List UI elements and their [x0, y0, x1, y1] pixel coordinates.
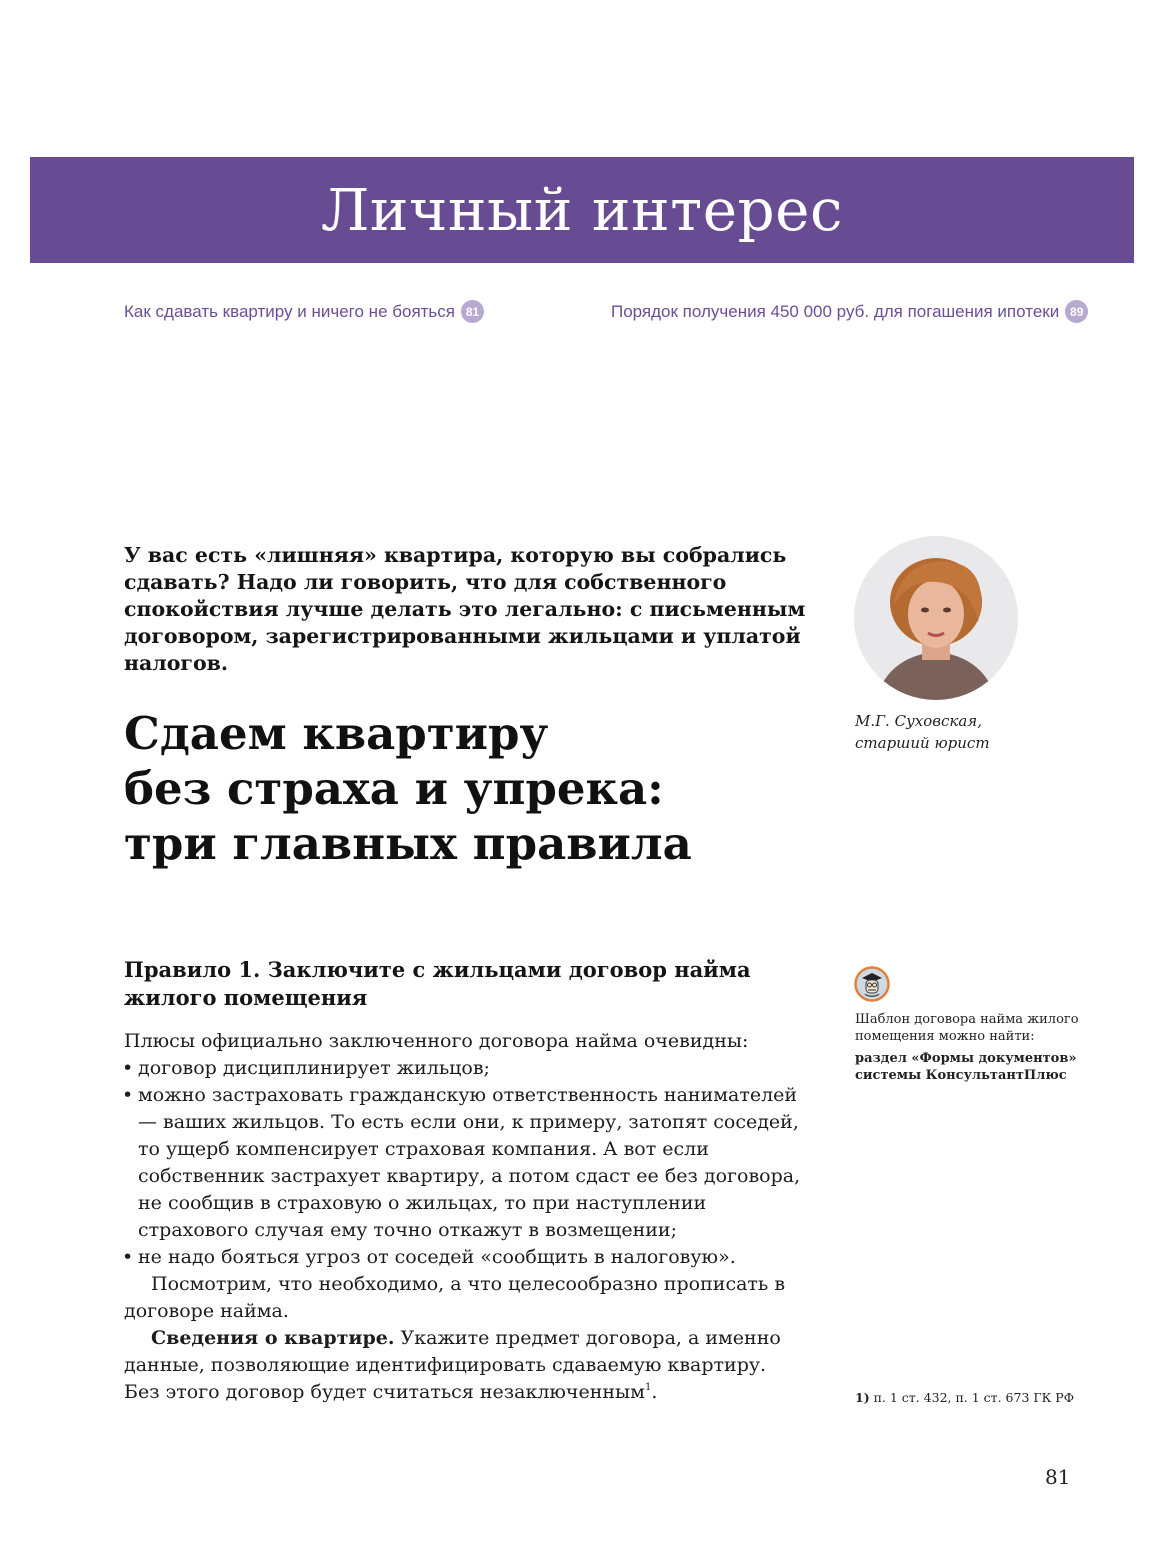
headline-line: Сдаем квартиру [124, 707, 549, 760]
toc-link-mortgage-payment[interactable] [611, 300, 1088, 323]
list-item: • не надо бояться угроз от соседей «сообщить в налоговую». [124, 1244, 802, 1271]
author-portrait [854, 536, 1018, 700]
author-caption [855, 710, 990, 754]
toc-link-title: Как сдавать квартиру и ничего не бояться [124, 301, 455, 321]
list-item: • можно застраховать гражданскую ответственность нанимателей — ваших жильцов. То есть если они, к примеру, затопят соседей, то ущерб компенсирует страховая компания. А вот если собственник застрахует квартиру, а потом сдаст ее без договора, не сообщив в страховую о жильцах, то при наступлении страхового случая ему точно откажут в возмещении; [124, 1082, 802, 1244]
toc-link-title: Порядок получения 450 000 руб. для погашения ипотеки [611, 301, 1060, 321]
benefits-list [124, 1055, 802, 1271]
author-name: М.Г. Суховская, [855, 712, 982, 730]
article-headline [124, 706, 824, 871]
template-note-text: Шаблон договора найма жилого помещения можно найти: [855, 1012, 1079, 1044]
paragraph-end: . [651, 1381, 658, 1403]
section-title: Личный интерес [321, 176, 843, 244]
footnote-reference[interactable]: 1 [644, 1382, 652, 1393]
apartment-details-paragraph [124, 1325, 802, 1406]
author-role: старший юрист [855, 734, 990, 752]
template-location[interactable]: раздел «Формы документов» системы КонсультантПлюс [855, 1051, 1077, 1083]
article-body [124, 1028, 802, 1406]
paragraph: Посмотрим, что необходимо, а что целесообразно прописать в договоре найма. [124, 1273, 786, 1322]
consultant-plus-icon [854, 966, 890, 1002]
paragraph-lead-in: Сведения о квартире. [151, 1327, 395, 1349]
section-banner [30, 157, 1134, 263]
paragraph-text: Укажите предмет договора, а именно данные, позволяющие идентифицировать сдаваемую квартиру. Без этого договор будет считаться незаключенным [124, 1327, 781, 1403]
footnote-text: п. 1 ст. 432, п. 1 ст. 673 ГК РФ [869, 1390, 1075, 1405]
headline-line: без страха и упрека: [124, 762, 664, 815]
template-note [855, 1011, 1085, 1084]
page-number: 81 [1045, 1465, 1071, 1489]
footnote-number: 1) [855, 1390, 870, 1405]
toc-page-badge: 81 [461, 300, 484, 323]
article-lead: У вас есть «лишняя» квартира, которую вы собрались сдавать? Надо ли говорить, что для собственного спокойствия лучше делать это легально: с письменным договором, зарегистрированными жильцами и уплатой налогов. [124, 543, 806, 675]
headline-line: три главных правила [124, 817, 692, 870]
footnote [855, 1390, 1074, 1405]
list-item: • договор дисциплинирует жильцов; [124, 1055, 802, 1082]
toc-link-rent-apartment[interactable] [124, 300, 484, 323]
toc-page-badge: 89 [1065, 300, 1088, 323]
rule-1-heading: Правило 1. Заключите с жильцами договор найма жилого помещения [124, 957, 751, 1010]
intro-paragraph: Плюсы официально заключенного договора найма очевидны: [124, 1030, 749, 1052]
